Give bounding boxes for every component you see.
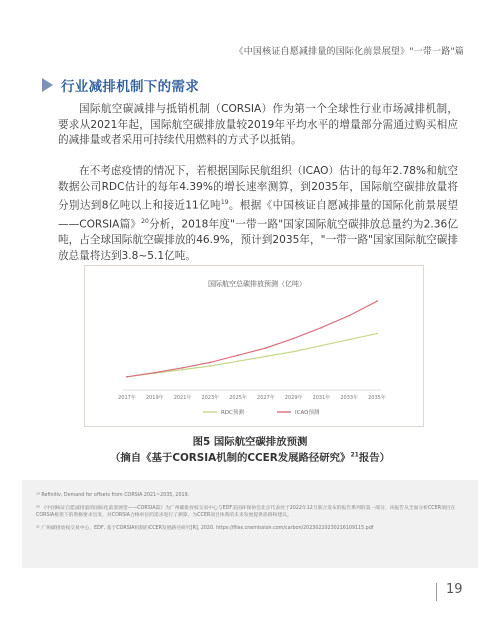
chart-title: 国际航空总碳排放预测（亿吨） [208,280,306,288]
paragraph-emission-forecast [58,164,458,264]
footnote-ref-21[interactable]: 21 [350,451,359,459]
data-point [209,362,211,364]
x-tick-label: 2025年 [229,395,247,401]
data-point [293,351,295,353]
data-point [209,365,211,367]
data-point [237,360,239,362]
legend-label: RDC预测 [221,410,244,416]
section-heading [42,75,199,95]
data-point [321,327,323,329]
x-tick-label: 2027年 [257,395,275,401]
x-tick-label: 2021年 [173,395,192,401]
series-line-icao [127,301,377,377]
footnote-ref-19[interactable]: 19 [220,199,229,206]
x-tick-label: 2029年 [284,395,303,401]
document-header-title: 《中国核证自愿减排量的国际化前景展望》"一带一路"篇 [234,47,464,57]
legend-label: ICAO预测 [295,410,320,416]
footnotes-box [22,480,478,568]
data-point [348,315,350,317]
footnote-19: ¹⁹ Refinitiv, Demand for offsets from CORSIA 2021~2035, 2019. [36,493,190,498]
data-point [376,333,378,335]
figure-caption-source [0,449,500,464]
footnote-21: ²¹ 广州碳排放权交易中心、EDF, 基于CORSIA机制的CCER发展路径研究[R], 2020. https://files.cnemission.com/carbon/20230220230216109115.pdf [36,525,374,531]
page-number: 19 [446,582,463,597]
x-tick-label: 2033年 [340,395,359,401]
data-point [265,356,267,358]
data-point [265,347,267,349]
page-number-divider [436,583,437,601]
footnote-ref-20[interactable]: 20 [141,218,149,226]
paragraph-text: 国际航空碳减排与抵销机制（CORSIA）作为第一个全球性行业市场减排机制，要求从2021年起，国际航空碳排放量较2019年平均水平的增量部分需通过购买相应的减排量或者采用可持续代用燃料的方式予以抵销。 [58,103,458,146]
chart-container [84,265,424,427]
caption-source-text-b: 报告） [358,452,390,464]
section-title: 行业减排机制下的需求 [61,79,199,95]
paragraph-corsia-intro [58,102,458,149]
paragraph-text-c: 分析，2018年度"一带一路"国家国际航空碳排放总量约为2.36亿吨，占全球国际航空碳排放的46.9%，预计到2035年，"一带一路"国家国际航空碳排放总量将达到3.8~5.1亿吨。 [58,218,458,262]
data-point [182,369,184,371]
x-tick-label: 2017年 [118,395,136,401]
paragraph-text-a: 在不考虑疫情的情况下，若根据国际民航组织（ICAO）估计的每年2.78%和航空数据公司RDC估计的每年4.39%的增长速率测算，到2035年，国际航空碳排放量将分别达到8亿吨以上和接近11亿吨 [58,165,458,212]
x-tick-label: 2023年 [201,395,220,401]
data-point [126,376,128,378]
data-point [321,345,323,347]
x-tick-label: 2035年 [368,395,386,401]
data-point [237,354,239,356]
data-point [348,339,350,341]
x-tick-label: 2019年 [145,395,164,401]
emission-forecast-chart [85,266,423,426]
caption-source-text-a: （摘自《基于CORSIA机制的CCER发展路径研究》 [110,452,351,464]
data-point [182,367,184,369]
data-point [293,338,295,340]
paragraph-text-b: 。根据《中国核证自愿减排量的国际化前景展望——CORSIA篇》 [58,199,458,231]
data-point [376,300,378,302]
figure-caption-title: 图5 国际航空碳排放预测 [192,436,308,448]
x-tick-label: 2031年 [312,395,331,401]
triangle-bullet-icon [42,78,53,92]
footnote-20: ²⁰ 《中国核证自愿减排量的国际化前景展望——CORSIA篇》为广州碳排放权交易中心与EDF美国环保协会北京代表处于2022年12月联合发布的报告系列的第一部分，该报告从全面分析CCER项目在CORSIA框架下的资格要求出发，对CORSIA合格单位的需求进行了测算，为CCER项目体系的未来发展提供思路和建议。 [36,505,456,518]
data-point [154,372,156,374]
